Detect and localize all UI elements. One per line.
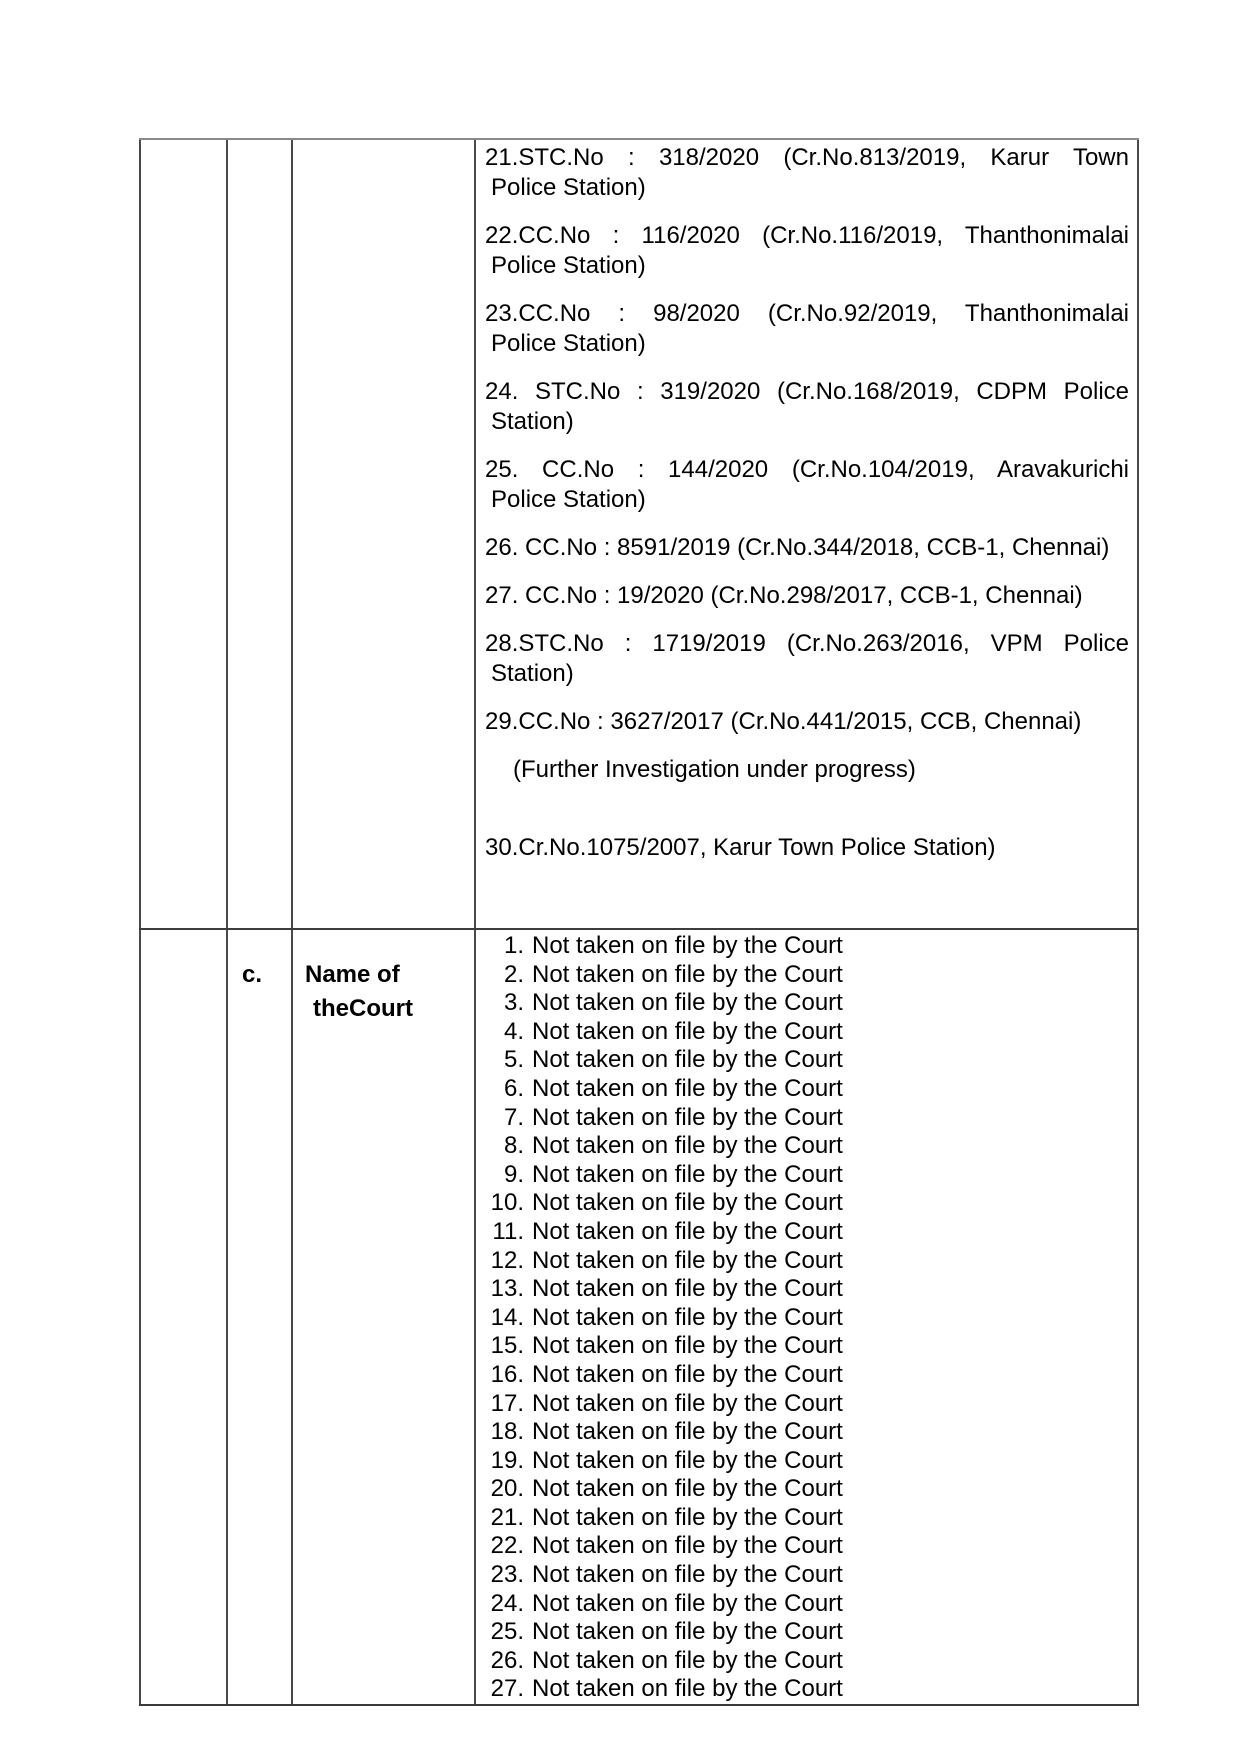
court-status-row	[476, 1018, 1137, 1047]
court-row-text: Not taken on file by the Court	[532, 1017, 843, 1045]
case-item-21	[485, 143, 1129, 203]
court-row-number: 8.	[503, 1132, 524, 1160]
court-status-row	[476, 1218, 1137, 1247]
court-row-number: 9.	[503, 1160, 524, 1188]
court-row-text: Not taken on file by the Court	[532, 1074, 843, 1102]
court-row-text: Not taken on file by the Court	[532, 1046, 843, 1074]
court-row-number: 26.	[490, 1646, 524, 1674]
court-row-text: Not taken on file by the Court	[532, 1275, 843, 1303]
court-status-row	[476, 1104, 1137, 1133]
court-header-line2: theCourt	[313, 995, 413, 1022]
court-status-row	[476, 1304, 1137, 1333]
cell-empty-serial-outer	[139, 930, 226, 1704]
case-item-26	[485, 533, 1129, 563]
court-row-text: Not taken on file by the Court	[532, 1532, 843, 1560]
case-item-27	[485, 581, 1129, 611]
case-line: Police Station)	[491, 174, 646, 201]
court-row-text: Not taken on file by the Court	[532, 1618, 843, 1646]
case-line: 24. STC.No : 319/2020 (Cr.No.168/2019, CDPM Police	[485, 378, 1129, 405]
table-row-court	[139, 928, 1139, 1706]
court-status-row	[476, 1361, 1137, 1390]
court-row-text: Not taken on file by the Court	[532, 1103, 843, 1131]
court-row-number: 24.	[490, 1589, 524, 1617]
court-status-row	[476, 961, 1137, 990]
table-row-cases	[139, 138, 1139, 928]
cell-court-status	[474, 930, 1139, 1704]
court-row-text: Not taken on file by the Court	[532, 1132, 843, 1160]
court-status-row	[476, 1418, 1137, 1447]
case-line: Station)	[491, 660, 574, 687]
court-status-row	[476, 1132, 1137, 1161]
court-row-number: 4.	[503, 1017, 524, 1045]
cell-court-header	[291, 930, 474, 1704]
court-status-row	[476, 1561, 1137, 1590]
case-line: 27. CC.No : 19/2020 (Cr.No.298/2017, CCB-1, Chennai)	[485, 582, 1083, 609]
case-line: 30.Cr.No.1075/2007, Karur Town Police Station)	[485, 834, 996, 861]
court-row-text: Not taken on file by the Court	[532, 932, 843, 959]
court-row-number: 23.	[490, 1561, 524, 1589]
cell-serial-letter	[226, 930, 291, 1704]
case-item-23	[485, 299, 1129, 359]
court-status-row	[476, 1275, 1137, 1304]
case-item-28	[485, 629, 1129, 689]
court-status-row	[476, 1590, 1137, 1619]
court-status-row	[476, 932, 1137, 961]
court-status-row	[476, 1046, 1137, 1075]
case-line: 29.CC.No : 3627/2017 (Cr.No.441/2015, CCB, Chennai)	[485, 708, 1082, 735]
court-status-row	[476, 1189, 1137, 1218]
court-row-number: 1.	[503, 932, 524, 959]
court-row-number: 6.	[503, 1074, 524, 1102]
case-line: Station)	[491, 408, 574, 435]
court-row-number: 21.	[490, 1503, 524, 1531]
case-line: 28.STC.No : 1719/2019 (Cr.No.263/2016, VPM Police	[485, 630, 1129, 657]
court-row-number: 10.	[490, 1189, 524, 1217]
court-status-row	[476, 1161, 1137, 1190]
court-row-text: Not taken on file by the Court	[532, 989, 843, 1017]
court-row-number: 13.	[490, 1275, 524, 1303]
court-row-number: 19.	[490, 1446, 524, 1474]
court-status-row	[476, 989, 1137, 1018]
court-row-text: Not taken on file by the Court	[532, 1503, 843, 1531]
case-line: 23.CC.No : 98/2020 (Cr.No.92/2019, Thanthonimalai	[485, 300, 1129, 327]
court-row-text: Not taken on file by the Court	[532, 1446, 843, 1474]
court-status-row	[476, 1532, 1137, 1561]
court-row-text: Not taken on file by the Court	[532, 1246, 843, 1274]
court-row-text: Not taken on file by the Court	[532, 1418, 843, 1446]
court-status-row	[476, 1390, 1137, 1419]
court-row-number: 22.	[490, 1532, 524, 1560]
cell-empty-serial-outer	[139, 140, 226, 928]
court-row-number: 12.	[490, 1246, 524, 1274]
court-status-row	[476, 1618, 1137, 1647]
court-row-number: 15.	[490, 1332, 524, 1360]
court-row-number: 7.	[503, 1103, 524, 1131]
court-row-number: 18.	[490, 1418, 524, 1446]
case-item-22	[485, 221, 1129, 281]
case-line: Police Station)	[491, 330, 646, 357]
court-row-number: 5.	[503, 1046, 524, 1074]
court-status-row	[476, 1247, 1137, 1276]
case-item-29	[485, 707, 1129, 737]
case-line: (Further Investigation under progress)	[513, 756, 916, 783]
case-line: 22.CC.No : 116/2020 (Cr.No.116/2019, Thanthonimalai	[485, 222, 1129, 249]
court-status-row	[476, 1504, 1137, 1533]
court-row-text: Not taken on file by the Court	[532, 1160, 843, 1188]
case-line: 25. CC.No : 144/2020 (Cr.No.104/2019, Aravakurichi	[485, 456, 1129, 483]
court-row-text: Not taken on file by the Court	[532, 1589, 843, 1617]
court-row-text: Not taken on file by the Court	[532, 1332, 843, 1360]
court-row-text: Not taken on file by the Court	[532, 960, 843, 988]
cell-empty-label	[291, 140, 474, 928]
court-row-number: 14.	[490, 1303, 524, 1331]
court-row-text: Not taken on file by the Court	[532, 1360, 843, 1388]
case-details-table	[139, 138, 1139, 1706]
court-row-number: 11.	[492, 1217, 524, 1245]
case-line: Police Station)	[491, 252, 646, 279]
case-line: 21.STC.No : 318/2020 (Cr.No.813/2019, Karur Town	[485, 144, 1129, 171]
court-row-number: 20.	[490, 1475, 524, 1503]
court-status-row	[476, 1675, 1137, 1704]
court-row-number: 3.	[503, 989, 524, 1017]
court-row-text: Not taken on file by the Court	[532, 1217, 843, 1245]
court-row-number: 17.	[490, 1389, 524, 1417]
court-row-text: Not taken on file by the Court	[532, 1646, 843, 1674]
court-row-text: Not taken on file by the Court	[532, 1475, 843, 1503]
cell-empty-serial	[226, 140, 291, 928]
case-item-24	[485, 377, 1129, 437]
court-row-text: Not taken on file by the Court	[532, 1675, 843, 1703]
court-row-text: Not taken on file by the Court	[532, 1561, 843, 1589]
case-item-30	[485, 833, 1129, 863]
court-row-number: 27.	[490, 1675, 524, 1703]
court-status-row	[476, 1647, 1137, 1676]
court-status-list	[476, 930, 1137, 1704]
court-status-row	[476, 1447, 1137, 1476]
court-row-number: 25.	[490, 1618, 524, 1646]
court-row-number: 16.	[490, 1360, 524, 1388]
court-header-line1: Name of	[305, 961, 400, 988]
court-status-row	[476, 1075, 1137, 1104]
court-status-row	[476, 1475, 1137, 1504]
case-item-25	[485, 455, 1129, 515]
case-line: Police Station)	[491, 486, 646, 513]
case-line: 26. CC.No : 8591/2019 (Cr.No.344/2018, CCB-1, Chennai)	[485, 534, 1110, 561]
case-note-further-investigation	[491, 755, 1129, 785]
court-row-number: 2.	[503, 960, 524, 988]
court-row-text: Not taken on file by the Court	[532, 1303, 843, 1331]
court-row-text: Not taken on file by the Court	[532, 1189, 843, 1217]
serial-letter: c.	[242, 961, 263, 988]
cell-case-list	[474, 140, 1139, 928]
court-row-text: Not taken on file by the Court	[532, 1389, 843, 1417]
court-status-row	[476, 1332, 1137, 1361]
